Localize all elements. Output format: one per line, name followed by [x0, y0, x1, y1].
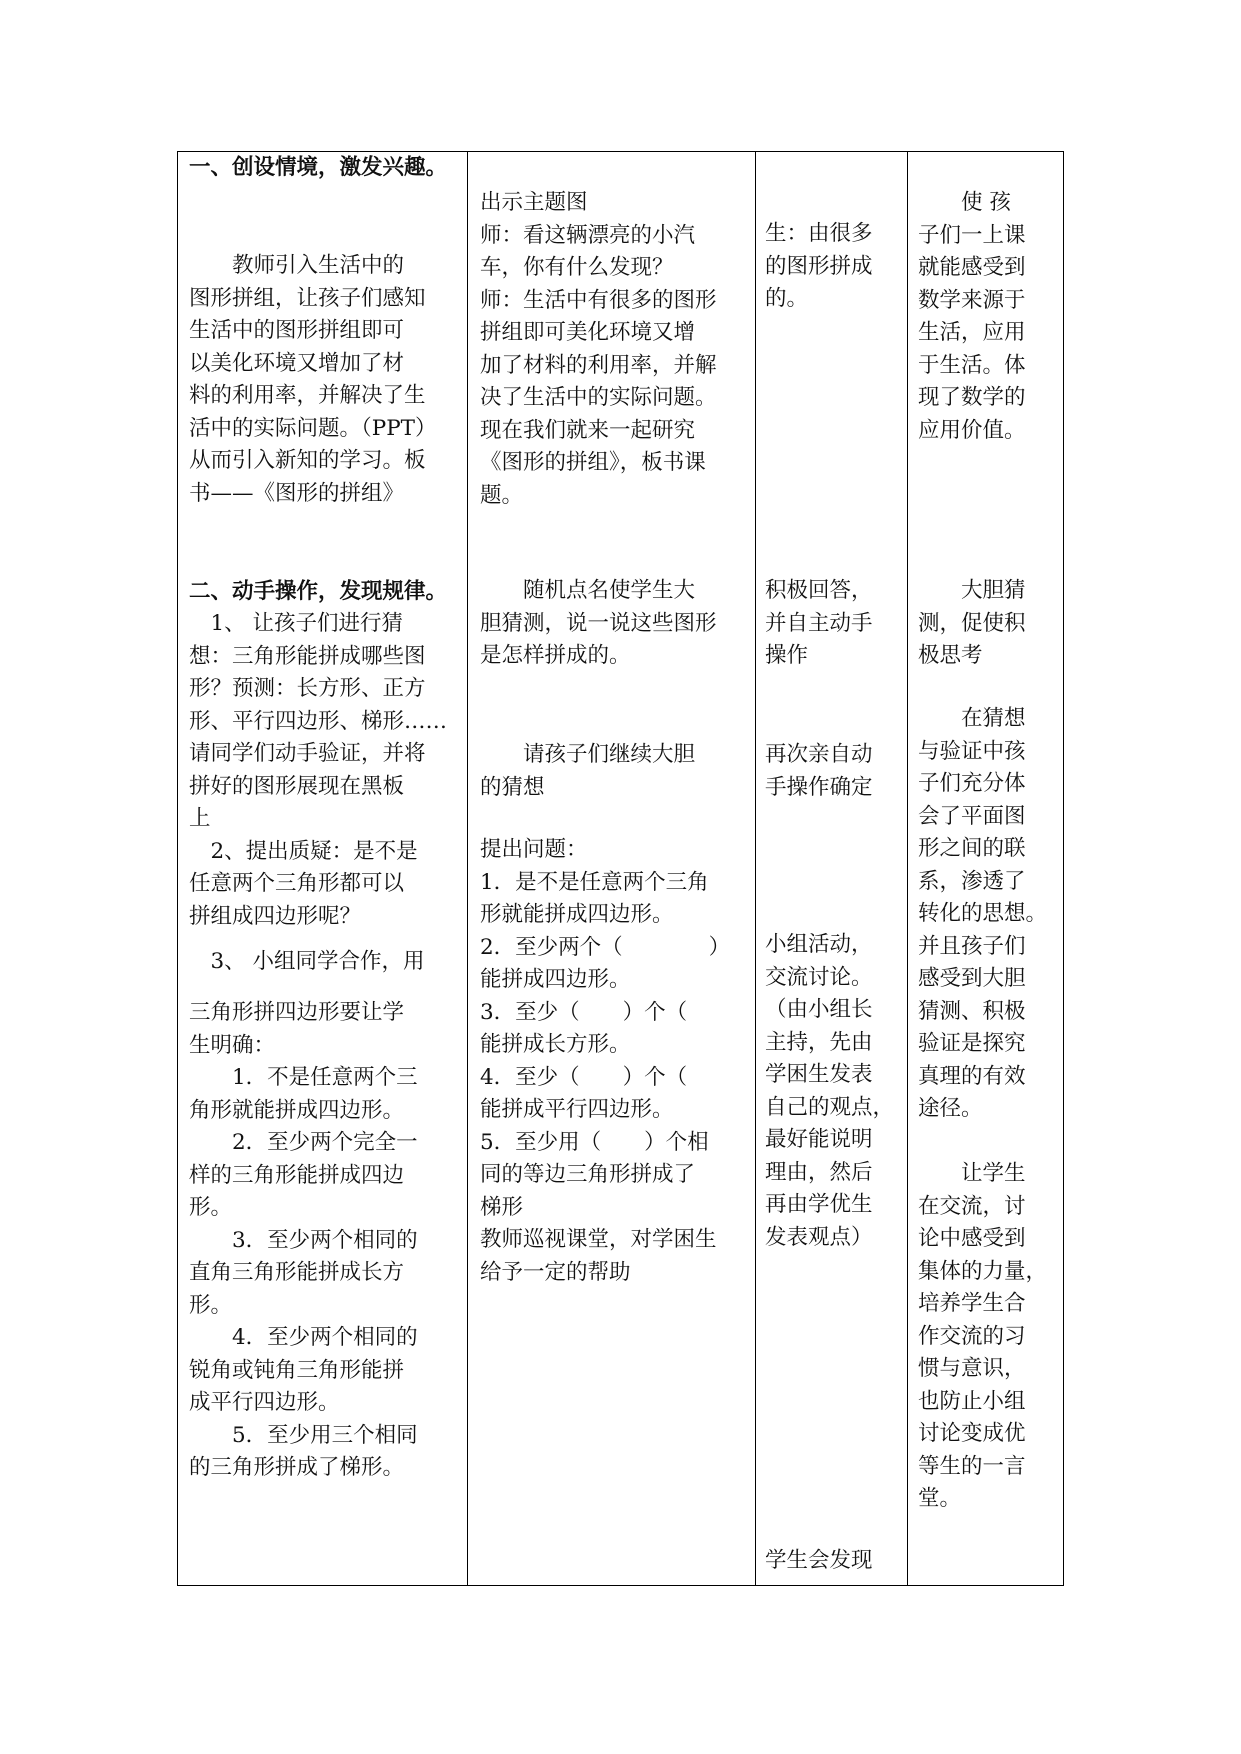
text-line: 1．是不是任意两个三角 — [480, 869, 709, 895]
text-line: 发表观点） — [765, 1224, 873, 1250]
text-line: 真理的有效 — [918, 1063, 1026, 1089]
text-line: 请同学们动手验证，并将 — [189, 741, 426, 766]
text-line: 出示主题图 — [480, 190, 588, 215]
col3-paragraph — [765, 1545, 873, 1578]
text-line: 让学生 — [918, 1161, 1026, 1186]
text-line: 师：看这辆漂亮的小汽 — [480, 222, 696, 248]
text-line: 验证是探究 — [918, 1031, 1026, 1056]
text-line: 感受到大胆 — [918, 966, 1026, 991]
text-line: 讨论变成优 — [918, 1421, 1026, 1446]
text-line: 小组活动， — [765, 932, 873, 957]
text-line: 形之间的联 — [918, 836, 1026, 861]
text-line: 3．至少（ ）个（ — [480, 999, 688, 1025]
text-line: 理由，然后 — [765, 1159, 873, 1185]
text-line: 4．至少两个相同的 — [189, 1325, 418, 1350]
text-line: 子们一上课 — [918, 222, 1026, 248]
text-line: 拼组即可美化环境又增 — [480, 320, 696, 345]
section-heading: 二、动手操作，发现规律。 — [189, 579, 448, 604]
text-line: 现在我们就来一起研究 — [480, 417, 696, 443]
col2-paragraph — [480, 739, 695, 804]
text-line: 论中感受到 — [918, 1226, 1026, 1251]
text-line: 《图形的拼组》，板书课 — [480, 450, 706, 475]
text-line: 是怎样拼成的。 — [480, 643, 631, 668]
text-line: 请孩子们继续大胆 — [480, 742, 696, 767]
text-line: 3．至少两个相同的 — [189, 1227, 418, 1253]
text-line: 2、提出质疑：是不是 — [189, 838, 418, 864]
text-line: 大胆猜 — [918, 578, 1026, 603]
col2-paragraph — [480, 575, 717, 673]
text-line: 生活中的图形拼组即可 — [189, 318, 405, 343]
text-line: 与验证中孩 — [918, 738, 1026, 764]
text-line: 子们充分体 — [918, 771, 1026, 796]
text-line: 的猜想 — [480, 774, 545, 800]
text-line: 形。 — [189, 1292, 233, 1318]
text-line: 能拼成四边形。 — [480, 967, 631, 992]
col1-paragraph — [189, 946, 425, 979]
col4-paragraph — [918, 1158, 1047, 1516]
text-line: 应用价值。 — [918, 417, 1026, 443]
text-line: 梯形 — [480, 1194, 524, 1220]
text-line: 猜测、积极 — [918, 998, 1026, 1024]
text-line: 以美化环境又增加了材 — [189, 350, 405, 376]
text-line: 样的三角形能拼成四边 — [189, 1162, 405, 1188]
text-line: 操作 — [765, 643, 809, 668]
text-line: 3、 小组同学合作，用 — [189, 949, 425, 974]
text-line: 等生的一言 — [918, 1453, 1026, 1479]
text-line: 于生活。体 — [918, 352, 1026, 378]
text-line: 数学来源于 — [918, 287, 1026, 313]
text-line: （由小组长 — [765, 997, 873, 1022]
text-line: 惯与意识， — [918, 1356, 1026, 1381]
text-line: 积极回答， — [765, 578, 873, 603]
text-line: 再次亲自动 — [765, 742, 873, 767]
text-line: 直角三角形能拼成长方 — [189, 1260, 405, 1285]
text-line: 并自主动手 — [765, 610, 873, 636]
text-line: 教师巡视课堂，对学困生 — [480, 1227, 717, 1252]
text-line: 教师引入生活中的 — [189, 253, 405, 278]
text-line: 堂。 — [918, 1486, 962, 1511]
text-line: 随机点名使学生大 — [480, 578, 696, 603]
text-line: 同的等边三角形拼成了 — [480, 1162, 696, 1187]
text-line: 也防止小组 — [918, 1388, 1026, 1414]
text-line: 形、平行四边形、梯形…… — [189, 708, 448, 734]
col4-paragraph — [918, 703, 1047, 1126]
text-line: 能拼成平行四边形。 — [480, 1097, 674, 1122]
col3-paragraph — [765, 739, 873, 804]
text-line: 1．不是任意两个三 — [189, 1065, 418, 1090]
text-line: 胆猜测，说一说这些图形 — [480, 610, 717, 636]
text-line: 想：三角形能拼成哪些图 — [189, 643, 426, 669]
text-line: 交流讨论。 — [765, 964, 873, 990]
text-line: 极思考 — [918, 643, 983, 668]
col2-paragraph — [480, 187, 717, 512]
col2-paragraph — [480, 834, 730, 1289]
text-line: 书——《图形的拼组》 — [189, 480, 405, 506]
text-line: 给予一定的帮助 — [480, 1259, 631, 1285]
text-line: 角形就能拼成四边形。 — [189, 1097, 405, 1123]
text-line: 形就能拼成四边形。 — [480, 902, 674, 927]
text-line: 5．至少用三个相同 — [189, 1422, 418, 1448]
section-heading: 一、创设情境，激发兴趣。 — [189, 155, 448, 180]
col3-paragraph — [765, 575, 873, 673]
col4-paragraph — [918, 575, 1026, 673]
text-line: 并且孩子们 — [918, 933, 1026, 959]
column-divider — [755, 151, 756, 1586]
text-line: 学生会发现 — [765, 1548, 873, 1573]
text-line: 的三角形拼成了梯形。 — [189, 1455, 405, 1480]
col1-paragraph — [189, 997, 418, 1485]
text-line: 转化的思想。 — [918, 901, 1048, 926]
text-line: 任意两个三角形都可以 — [189, 871, 405, 896]
text-line: 1、 让孩子们进行猜 — [189, 611, 404, 636]
text-line: 提出问题： — [480, 837, 588, 862]
text-line: 培养学生合 — [918, 1291, 1026, 1316]
text-line: 手操作确定 — [765, 774, 873, 800]
text-line: 途径。 — [918, 1096, 983, 1121]
text-line: 4．至少（ ）个（ — [480, 1064, 688, 1090]
text-line: 决了生活中的实际问题。 — [480, 385, 717, 410]
text-line: 作交流的习 — [918, 1323, 1026, 1349]
col4-paragraph — [918, 187, 1026, 447]
text-line: 生活，应用 — [918, 320, 1026, 345]
text-line: 能拼成长方形。 — [480, 1032, 631, 1057]
text-line: 锐角或钝角三角形能拼 — [189, 1357, 405, 1383]
text-line: 从而引入新知的学习。板 — [189, 448, 426, 473]
text-line: 生明确： — [189, 1032, 276, 1058]
text-line: 的。 — [765, 286, 809, 311]
col3-paragraph — [765, 218, 873, 316]
text-line: 主持，先由 — [765, 1029, 873, 1055]
column-divider — [467, 151, 468, 1586]
text-line: 形。 — [189, 1195, 233, 1220]
text-line: 使 孩 — [918, 190, 1011, 215]
text-line: 三角形拼四边形要让学 — [189, 1000, 405, 1025]
column-divider — [907, 151, 908, 1586]
text-line: 上 — [189, 806, 211, 831]
text-line: 测，促使积 — [918, 610, 1026, 636]
text-line: 拼好的图形展现在黑板 — [189, 773, 405, 799]
col3-paragraph — [765, 929, 894, 1254]
text-line: 自己的观点， — [765, 1094, 895, 1120]
text-line: 2．至少两个完全一 — [189, 1130, 418, 1155]
text-line: 加了材料的利用率，并解 — [480, 352, 717, 378]
text-line: 生：由很多 — [765, 221, 873, 246]
text-line: 在交流，讨 — [918, 1193, 1026, 1219]
text-line: 题。 — [480, 482, 524, 508]
text-line: 料的利用率，并解决了生 — [189, 383, 426, 408]
text-line: 会了平面图 — [918, 803, 1026, 829]
text-line: 2．至少两个（ ） — [480, 934, 731, 960]
text-line: 车，你有什么发现？ — [480, 255, 674, 280]
text-line: 图形拼组，让孩子们感知 — [189, 285, 426, 311]
text-line: 拼组成四边形呢？ — [189, 903, 362, 929]
text-line: 再由学优生 — [765, 1192, 873, 1217]
text-line: 形？预测：长方形、正方 — [189, 676, 426, 701]
text-line: 系，渗透了 — [918, 868, 1026, 894]
text-line: 学困生发表 — [765, 1062, 873, 1087]
text-line: 就能感受到 — [918, 255, 1026, 280]
text-line: 最好能说明 — [765, 1127, 873, 1152]
col1-paragraph — [189, 250, 437, 510]
text-line: 活中的实际问题。（PPT） — [189, 415, 437, 441]
text-line: 现了数学的 — [918, 385, 1026, 410]
col1-paragraph — [189, 608, 447, 933]
text-line: 集体的力量， — [918, 1258, 1048, 1284]
text-line: 师：生活中有很多的图形 — [480, 287, 717, 313]
text-line: 成平行四边形。 — [189, 1390, 340, 1415]
text-line: 5．至少用（ ）个相 — [480, 1129, 709, 1155]
text-line: 在猜想 — [918, 706, 1026, 731]
text-line: 的图形拼成 — [765, 253, 873, 279]
